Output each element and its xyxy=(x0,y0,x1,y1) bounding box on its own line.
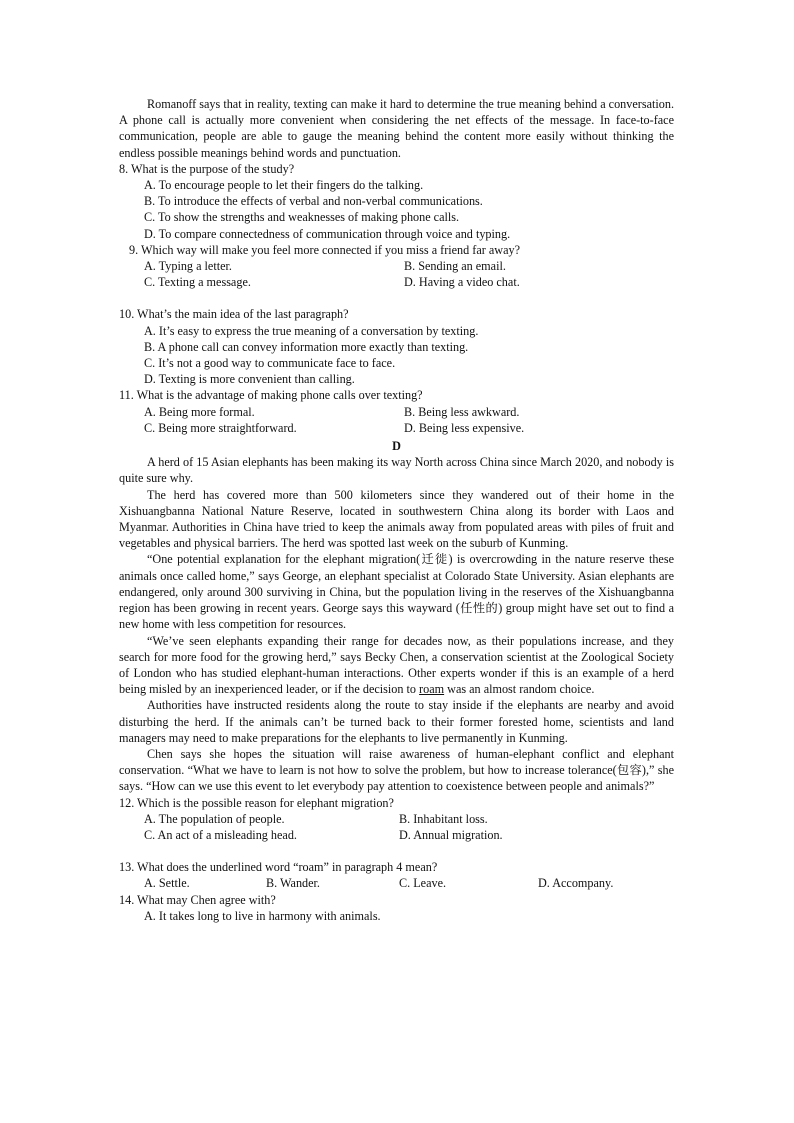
spacer xyxy=(119,843,674,859)
option-b: B. Sending an email. xyxy=(404,259,506,274)
option-b: B. A phone call can convey information more exactly than texting. xyxy=(144,339,469,354)
question-stem: 9. Which way will make you feel more connected if you miss a friend far away? xyxy=(129,242,520,257)
option-a: A. Settle. xyxy=(144,876,190,891)
option-c: C. Being more straightforward. xyxy=(144,420,297,435)
spacer xyxy=(119,290,674,306)
question-13 xyxy=(119,859,674,891)
option-row xyxy=(119,274,674,290)
option-a: A. It takes long to live in harmony with animals. xyxy=(144,908,381,923)
option-row xyxy=(119,404,674,420)
underlined-word-roam: roam xyxy=(419,682,445,697)
option-c: C. To show the strengths and weaknesses of making phone calls. xyxy=(144,210,460,225)
option-c: C. Texting a message. xyxy=(144,275,251,290)
question-stem: 13. What does the underlined word “roam” in paragraph 4 mean? xyxy=(119,860,438,875)
passage-d-paragraph-1: A herd of 15 Asian elephants has been making its way North across China since March 2020, and nobody is quite sure why. xyxy=(119,455,674,486)
option-a: A. The population of people. xyxy=(144,811,285,826)
question-stem: 11. What is the advantage of making phone calls over texting? xyxy=(119,388,423,403)
passage-c-last-paragraph: Romanoff says that in reality, texting can make it hard to determine the true meaning behind a conversation. A phone call is actually more convenient when considering the net effects of the message. In face-to-face communication, people are able to gauge the meaning behind the content more easily without thinking the endless possible meanings behind words and punctuation. xyxy=(119,97,674,160)
passage-d-paragraph-5: Authorities have instructed residents along the route to stay inside if the elephants are nearby and avoid disturbing the herd. If the animals can’t be turned back to their former forested home, scientists and land managers may need to make preparations for the elephants to live permanently in Kunming. xyxy=(119,698,674,745)
option-b: B. Being less awkward. xyxy=(404,404,520,419)
question-12 xyxy=(119,795,674,844)
option-d: D. Accompany. xyxy=(538,876,614,891)
passage-d-paragraph-2: The herd has covered more than 500 kilometers since they wandered out of their home in the Xishuangbanna National Nature Reserve, located in southwestern China along its border with Laos and Myanmar. Authorities in China have tried to keep the animals away from populated areas with piles of fruit and vegetables and physical barriers. The herd was spotted last week on the suburb of Kunming. xyxy=(119,487,674,551)
option-b: B. To introduce the effects of verbal and non-verbal communications. xyxy=(144,194,483,209)
option-row xyxy=(119,258,674,274)
question-stem: 8. What is the purpose of the study? xyxy=(119,161,295,176)
option-d: D. Being less expensive. xyxy=(404,420,525,435)
question-stem: 12. Which is the possible reason for elephant migration? xyxy=(119,795,394,810)
question-stem: 10. What’s the main idea of the last paragraph? xyxy=(119,307,349,322)
option-a: A. Typing a letter. xyxy=(144,259,232,274)
paragraph-text: “We’ve seen elephants expanding their range for decades now, as their populations increase, and they search for more food for the growing herd,” says Becky Chen, a conservation scientist at the Zoological Society of London who has studied elephant-human interactions. Other experts wonder if this is an example of a herd being misled by an inexperienced leader, or if the decision to xyxy=(119,633,674,697)
passage-d-paragraph-6: Chen says she hopes the situation will raise awareness of human-elephant conflict and elephant conservation. “What we have to learn is not how to solve the problem, but how to increase tolerance(包容),” she says. “How can we use this event to let everybody pay attention to coexistence between people and animals?” xyxy=(119,746,674,794)
option-a: A. Being more formal. xyxy=(144,404,255,419)
paragraph-text: was an almost random choice. xyxy=(447,682,595,697)
option-row xyxy=(119,827,674,843)
question-14 xyxy=(119,892,674,924)
section-heading-d: D xyxy=(392,439,401,454)
option-d: D. Annual migration. xyxy=(399,827,503,842)
option-c: C. It’s not a good way to communicate face to face. xyxy=(144,356,396,371)
question-11 xyxy=(119,387,674,436)
option-d: D. To compare connectedness of communication through voice and typing. xyxy=(144,226,511,241)
option-b: B. Wander. xyxy=(266,876,320,891)
option-c: C. Leave. xyxy=(399,876,447,891)
passage-d-paragraph-3: “One potential explanation for the elephant migration(迁徙) is overcrowding in the nature reserve these animals once called home,” says George, an elephant specialist at Colorado State University. Asian elephants are endangered, only around 300 surviving in China, but the population living in the reserves of the Xishuangbanna region has been growing in recent years. George says this wayward (任性的) group might have set out to find a new home with less competition for resources. xyxy=(119,552,674,632)
option-d: D. Texting is more convenient than calling. xyxy=(144,372,355,387)
question-9 xyxy=(119,242,674,291)
question-stem: 14. What may Chen agree with? xyxy=(119,892,276,907)
question-10 xyxy=(119,306,674,387)
option-row xyxy=(119,420,674,436)
option-d: D. Having a video chat. xyxy=(404,275,520,290)
option-row xyxy=(119,811,674,827)
option-b: B. Inhabitant loss. xyxy=(399,811,488,826)
option-row xyxy=(119,875,674,891)
option-a: A. It’s easy to express the true meaning of a conversation by texting. xyxy=(144,323,479,338)
question-8 xyxy=(119,161,674,242)
passage-d-paragraph-4 xyxy=(119,633,674,698)
option-c: C. An act of a misleading head. xyxy=(144,827,297,842)
content-column xyxy=(119,96,674,924)
option-a: A. To encourage people to let their fingers do the talking. xyxy=(144,178,424,193)
